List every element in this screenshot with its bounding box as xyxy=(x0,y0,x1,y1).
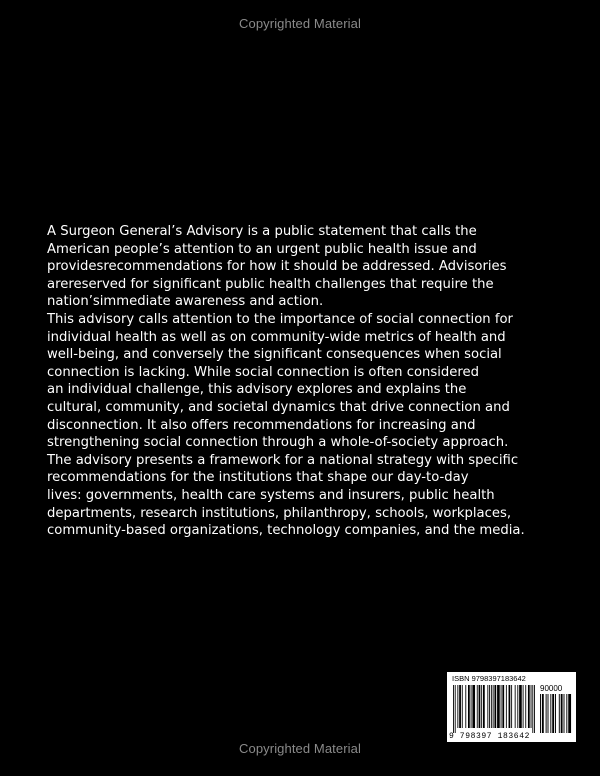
blurb-line: an individual challenge, this advisory explores and explains the xyxy=(47,382,467,398)
barcode-bar xyxy=(471,685,472,728)
barcode-bar xyxy=(534,685,535,733)
barcode-bar xyxy=(501,685,502,728)
barcode-addon-graphic xyxy=(540,694,572,733)
barcode-bar xyxy=(519,685,522,728)
barcode-digits: 9 798397 183642 xyxy=(449,732,531,741)
barcode-bar xyxy=(477,685,478,728)
barcode-bar xyxy=(517,685,518,728)
blurb-line: This advisory calls attention to the importance of social connection for xyxy=(47,311,513,327)
blurb-line: strengthening social connection through a whole-of-society approach. xyxy=(47,435,509,451)
blurb-line: community-based organizations, technology companies, and the media. xyxy=(47,523,525,539)
price-code: 90000 xyxy=(540,684,563,693)
barcode-bar xyxy=(462,685,463,728)
blurb-line: nation’simmediate awareness and action. xyxy=(47,294,324,310)
blurb-line: recommendations for the institutions that shape our day-to-day xyxy=(47,470,469,486)
barcode-bar xyxy=(515,685,516,728)
blurb-line: lives: governments, health care systems and insurers, public health xyxy=(47,487,495,503)
barcode-bar xyxy=(564,694,565,733)
barcode-bar xyxy=(481,685,482,728)
blurb-line: connection is lacking. While social connection is often considered xyxy=(47,364,480,380)
barcode-bar xyxy=(532,685,533,733)
barcode-main-bars xyxy=(453,685,535,733)
barcode-bar xyxy=(509,685,511,728)
barcode-bar xyxy=(468,685,470,728)
barcode-bar xyxy=(559,694,560,733)
barcode-bar xyxy=(511,685,512,728)
barcode-bar xyxy=(487,685,488,728)
back-cover-blurb xyxy=(47,223,587,540)
barcode-bar xyxy=(455,685,456,733)
barcode-bar xyxy=(525,685,526,728)
barcode-bar xyxy=(497,685,500,728)
barcode-bar xyxy=(483,685,485,728)
blurb-line: A Surgeon General’s Advisory is a public statement that calls the xyxy=(47,224,477,239)
barcode-bar xyxy=(568,694,571,733)
isbn-label: ISBN 9798397183642 xyxy=(452,674,526,683)
barcode-bar xyxy=(472,685,475,728)
barcode-bar xyxy=(548,694,549,733)
blurb-line: cultural, community, and societal dynamics that drive connection and xyxy=(47,399,510,415)
blurb-line: American people’s attention to an urgent public health issue and xyxy=(47,241,477,257)
barcode-bar xyxy=(506,685,507,728)
barcode-bar xyxy=(523,685,524,728)
barcode-bar xyxy=(502,685,504,728)
blurb-line: departments, research institutions, philanthropy, schools, workplaces, xyxy=(47,505,512,521)
barcode-bar xyxy=(540,694,541,733)
barcode-bar xyxy=(493,685,494,728)
barcode-main-graphic xyxy=(453,685,535,733)
barcode-bar xyxy=(546,694,547,733)
watermark-bottom: Copyrighted Material xyxy=(239,741,361,756)
barcode-addon-bars xyxy=(540,694,572,733)
barcode-bar xyxy=(550,694,551,733)
barcode-bar xyxy=(561,694,563,733)
barcode-bar xyxy=(552,694,554,733)
blurb-line: disconnection. It also offers recommendations for increasing and xyxy=(47,417,476,433)
barcode-bar xyxy=(542,694,544,733)
watermark-top: Copyrighted Material xyxy=(239,16,361,31)
barcode-bar xyxy=(494,685,496,728)
barcode-bar xyxy=(459,685,461,728)
barcode-bar xyxy=(489,685,490,728)
barcode-bar xyxy=(531,685,532,728)
blurb-line: arereserved for significant public health challenges that require the xyxy=(47,276,494,292)
barcode-bar xyxy=(491,685,492,728)
blurb-line: The advisory presents a framework for a national strategy with specific xyxy=(47,452,519,468)
barcode-bar xyxy=(479,685,481,728)
blurb-line: well-being, and conversely the significant consequences when social xyxy=(47,347,502,363)
barcode-bar xyxy=(555,694,556,733)
barcode-bar xyxy=(566,694,567,733)
blurb-line: individual health as well as on community-wide metrics of health and xyxy=(47,329,506,345)
blurb-line: providesrecommendations for how it should be addressed. Advisories xyxy=(47,259,507,275)
barcode-bar xyxy=(453,685,454,733)
barcode-bar xyxy=(528,685,530,728)
barcode-bar xyxy=(457,685,458,728)
barcode-bar xyxy=(465,685,466,728)
isbn-barcode xyxy=(447,672,576,742)
